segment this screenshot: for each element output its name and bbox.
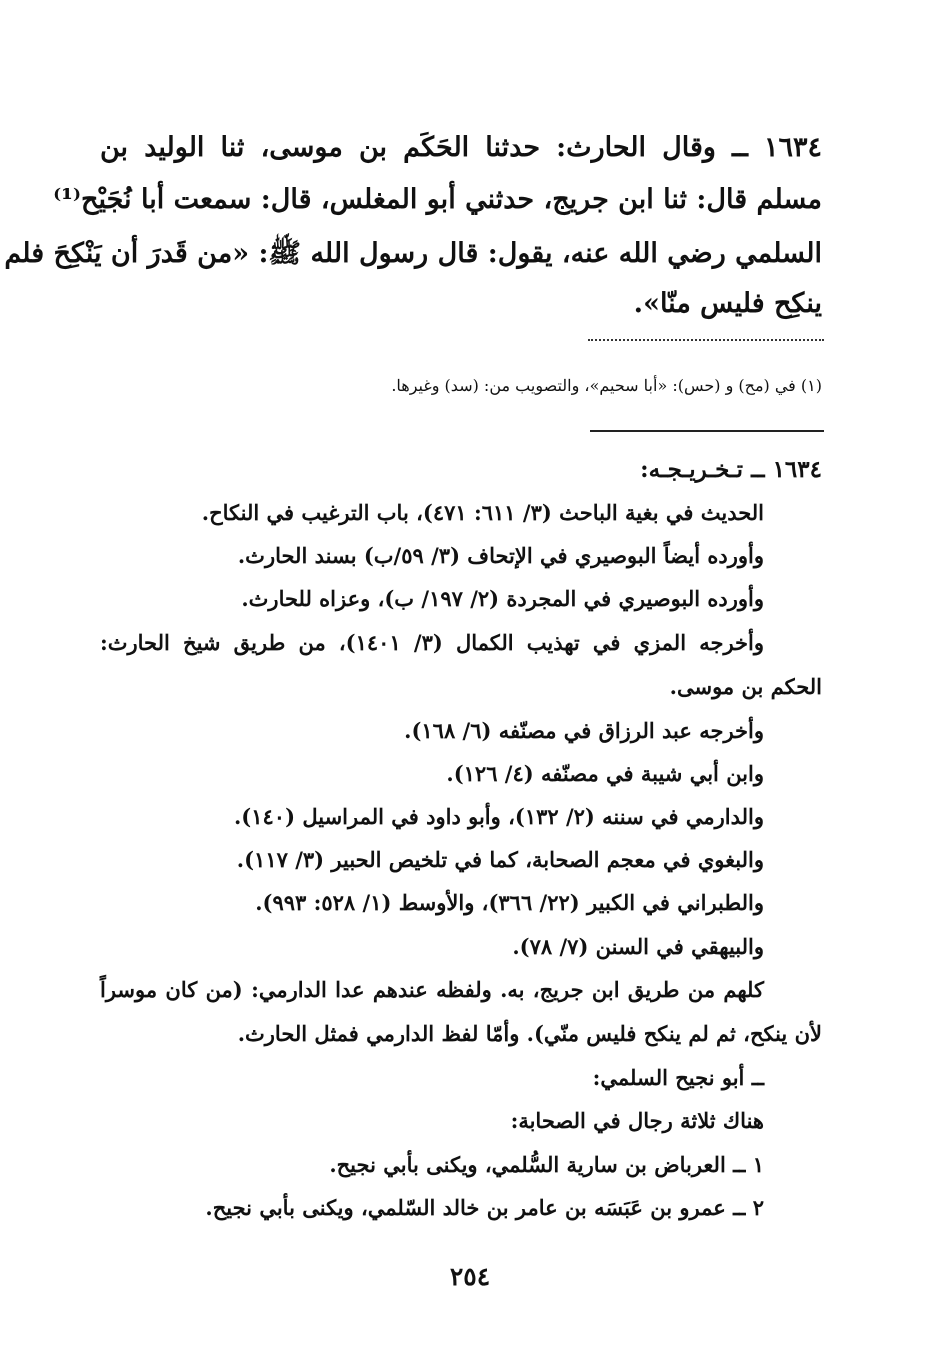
- section-rule: [590, 430, 824, 432]
- takhrij-line-13: لأن ينكح، ثم لم ينكح فليس منّي). وأمّا لفظ الدارمي فمثل الحارث.: [237, 1021, 822, 1046]
- takhrij-line-7: وابن أبي شيبة في مصنّفه (٤/ ١٢٦).: [446, 761, 764, 786]
- takhrij-line-15: هناك ثلاثة رجال في الصحابة:: [510, 1108, 764, 1133]
- takhrij-line-11: والبيهقي في السنن (٧/ ٧٨).: [512, 934, 764, 959]
- hadith-line-4: ينكِح فليس منّا».: [633, 288, 822, 319]
- footnote-separator: [588, 339, 824, 341]
- page-number: ٢٥٤: [449, 1262, 491, 1291]
- takhrij-line-10: والطبراني في الكبير (٢٢/ ٣٦٦)، والأوسط (١/ ٥٢٨: ٩٩٣).: [255, 890, 764, 915]
- takhrij-line-2: وأورده أيضاً البوصيري في الإتحاف (٣/ ٥٩/ب) بسند الحارث.: [237, 543, 764, 568]
- hadith-line-1: ١٦٣٤ ــ وقال الحارث: حدثنا الحَكَم بن موسى، ثنا الوليد بن: [100, 132, 822, 163]
- takhrij-line-6: وأخرجه عبد الرزاق في مصنّفه (٦/ ١٦٨).: [404, 718, 764, 743]
- takhrij-line-3: وأورده البوصيري في المجردة (٢/ ١٩٧/ ب)، وعزاه للحارث.: [241, 586, 764, 611]
- takhrij-line-4: وأخرجه المزي في تهذيب الكمال (٣/ ١٤٠١)، من طريق شيخ الحارث:: [100, 630, 764, 655]
- takhrij-line-1: الحديث في بغية الباحث (٣/ ٦١١: ٤٧١)، باب الترغيب في النكاح.: [201, 500, 764, 525]
- hadith-line-3: السلمي رضي الله عنه، يقول: قال رسول الله ﷺ: «من قَدرَ أن يَنْكِحَ فلم: [4, 238, 822, 269]
- takhrij-line-8: والدارمي في سننه (٢/ ١٣٢)، وأبو داود في المراسيل (١٤٠).: [233, 804, 764, 829]
- takhrij-line-12: كلهم من طريق ابن جريج، به. ولفظه عندهم عدا الدارمي: (من كان موسراً: [100, 977, 764, 1002]
- hadith-line-2: مسلم قال: ثنا ابن جريج، حدثني أبو المغلس، قال: سمعت أبا نُجَيْح⁽¹⁾: [53, 184, 822, 215]
- footnote-text: (١) في (مح) و (حس): «أبا سحيم»، والتصويب من: (سد) وغيرها.: [391, 376, 822, 395]
- takhrij-line-9: والبغوي في معجم الصحابة، كما في تلخيص الحبير (٣/ ١١٧).: [236, 847, 764, 872]
- takhrij-line-14: ــ أبو نجيح السلمي:: [592, 1065, 764, 1090]
- takhrij-line-17: ٢ ــ عمرو بن عَبَسَه بن عامر بن خالد السّلمي، ويكنى بأبي نجيح.: [205, 1195, 764, 1220]
- takhrij-line-5: الحكم بن موسى.: [669, 674, 822, 699]
- takhrij-heading: ١٦٣٤ ــ تـخـريـجـه:: [640, 456, 822, 483]
- takhrij-line-16: ١ ــ العرباض بن سارية السُّلمي، ويكنى بأبي نجيح.: [329, 1152, 764, 1177]
